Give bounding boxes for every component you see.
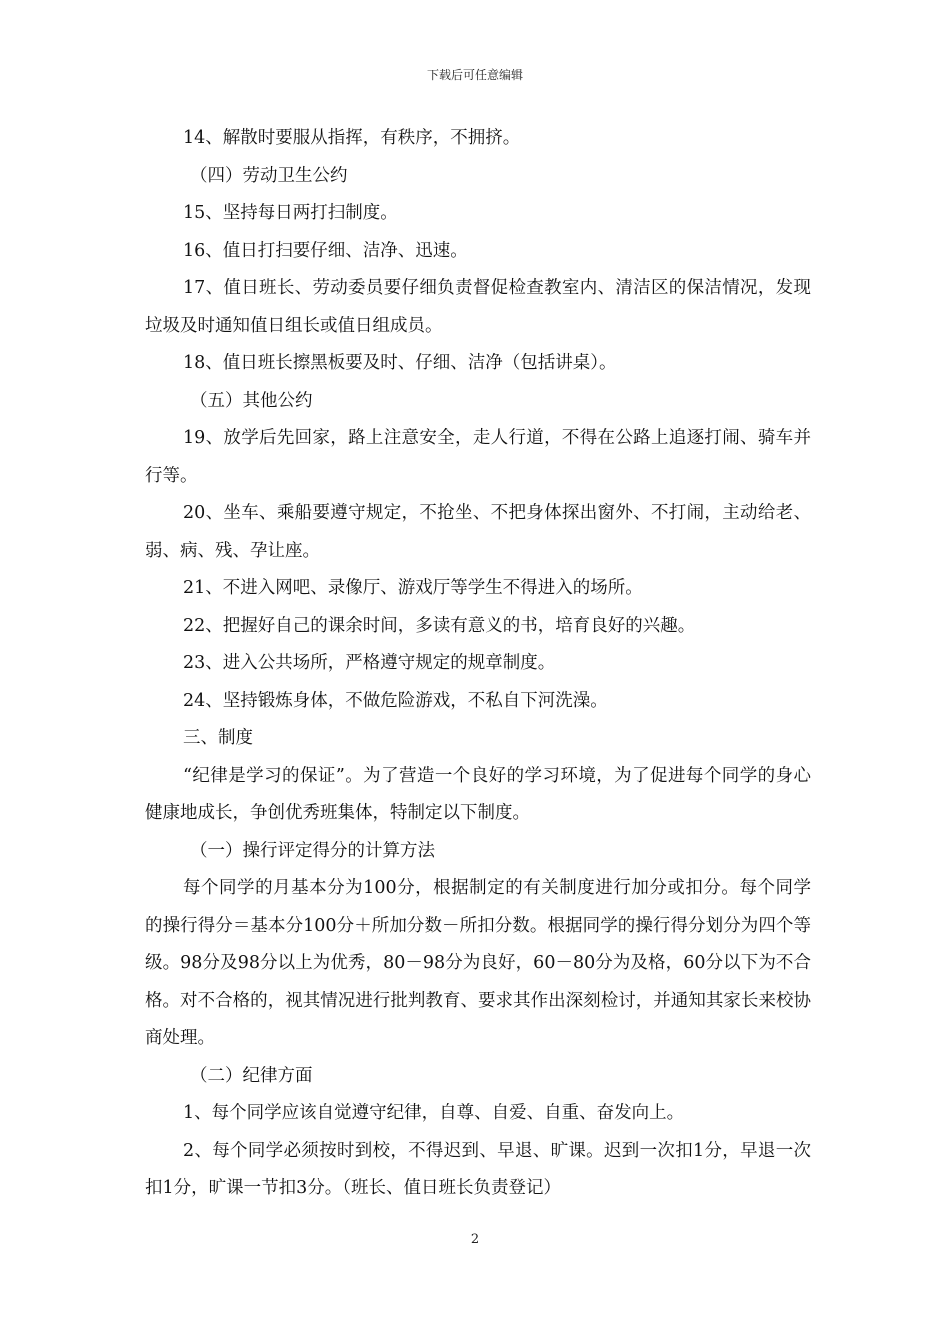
subsection-heading-scoring: （一）操行评定得分的计算方法	[190, 840, 435, 861]
clause-24: 24、坚持锻炼身体，不做危险游戏，不私自下河洗澡。	[183, 690, 608, 711]
page-number: 2	[470, 1232, 480, 1247]
section-heading-labor-hygiene: （四）劳动卫生公约	[190, 165, 348, 186]
clause-22: 22、把握好自己的课余时间，多读有意义的书，培育良好的兴趣。	[183, 615, 696, 636]
clause-17: 17、值日班长、劳动委员要仔细负责督促检查教室内、清洁区的保洁情况，发现垃圾及时通知值日组长或值日组成员。	[145, 278, 811, 336]
clause-19: 19、放学后先回家，路上注意安全，走人行道，不得在公路上追逐打闹、骑车并行等。	[145, 428, 811, 486]
rules-intro: “纪律是学习的保证”。为了营造一个良好的学习环境，为了促进每个同学的身心健康地成长，争创优秀班集体，特制定以下制度。	[145, 765, 811, 823]
clause-18: 18、值日班长擦黑板要及时、仔细、洁净（包括讲桌）。	[183, 353, 617, 373]
discipline-rule-1: 1、每个同学应该自觉遵守纪律，自尊、自爱、自重、奋发向上。	[183, 1103, 685, 1123]
discipline-rule-2: 2、每个同学必须按时到校，不得迟到、早退、旷课。迟到一次扣1分，早退一次扣1分，旷课一节扣3分。（班长、值日班长负责登记）	[145, 1140, 811, 1198]
document-body	[145, 120, 811, 1208]
clause-15: 15、坚持每日两打扫制度。	[183, 203, 398, 223]
clause-16: 16、值日打扫要仔细、洁净、迅速。	[183, 240, 468, 261]
clause-14: 14、解散时要服从指挥，有秩序，不拥挤。	[183, 128, 521, 148]
scoring-description: 每个同学的月基本分为100分，根据制定的有关制度进行加分或扣分。每个同学的操行得分＝基本分100分＋所加分数－所扣分数。根据同学的操行得分划分为四个等级。98分及98分以上为优秀，80－98分为良好，60－80分为及格，60分以下为不合格。对不合格的，视其情况进行批判教育、要求其作出深刻检讨，并通知其家长来校协商处理。	[145, 878, 811, 1048]
section-heading-other: （五）其他公约	[190, 390, 313, 411]
clause-23: 23、进入公共场所，严格遵守规定的规章制度。	[183, 653, 556, 673]
clause-21: 21、不进入网吧、录像厅、游戏厅等学生不得进入的场所。	[183, 578, 643, 598]
clause-20: 20、坐车、乘船要遵守规定，不抢坐、不把身体探出窗外、不打闹，主动给老、弱、病、残、孕让座。	[145, 503, 811, 561]
section-heading-rules: 三、制度	[183, 728, 253, 748]
page-header: 下载后可任意编辑	[426, 68, 523, 82]
subsection-heading-discipline: （二）纪律方面	[190, 1065, 313, 1086]
